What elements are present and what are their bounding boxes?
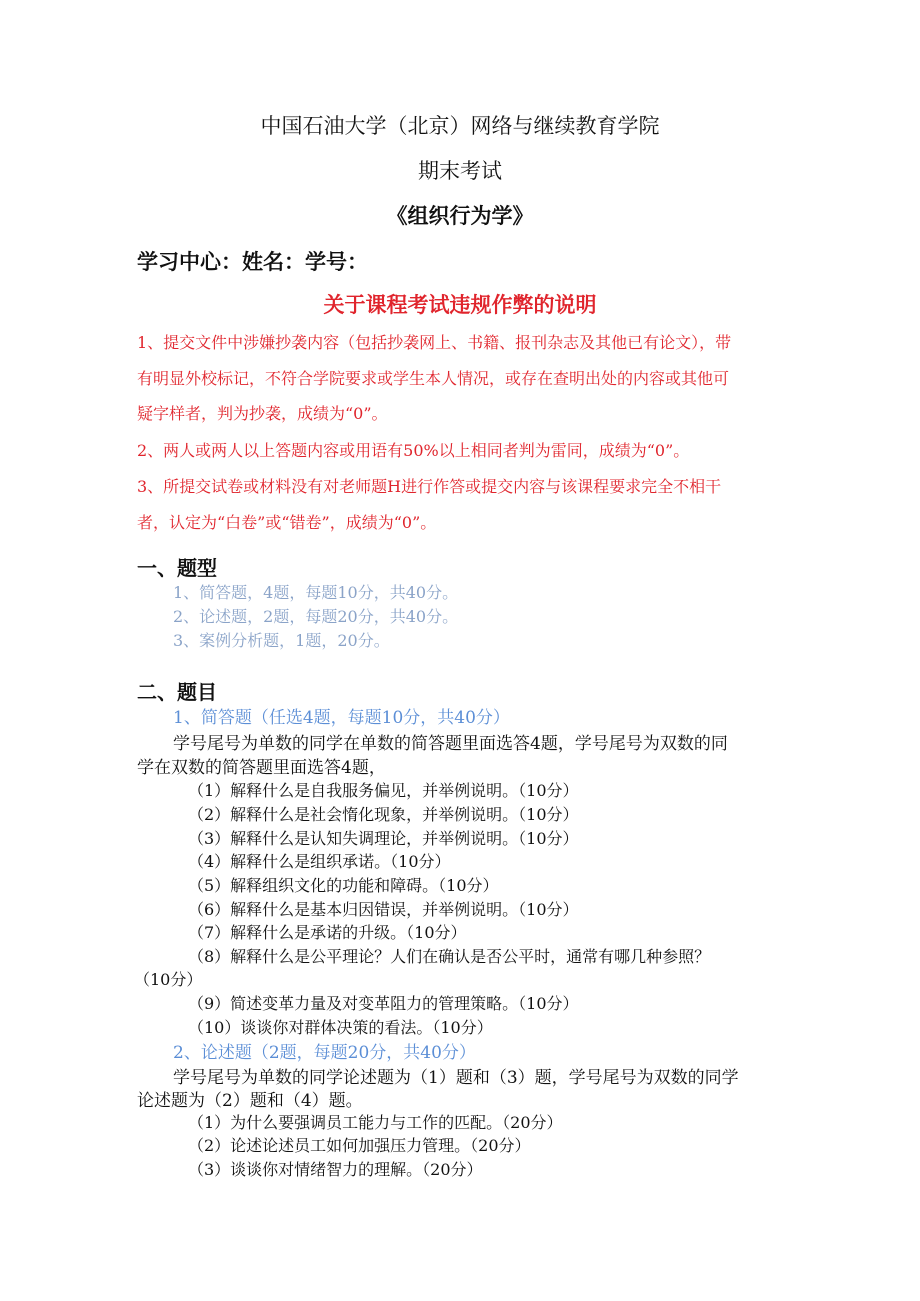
short-answer-question: （1）解释什么是自我服务偏见，并举例说明。（10分）	[188, 781, 579, 800]
essay-question: （2）论述论述员工如何加强压力管理。（20分）	[188, 1136, 531, 1155]
short-answer-question: （4）解释什么是组织承诺。（10分）	[188, 852, 451, 871]
essay-question: （3）谈谈你对情绪智力的理解。（20分）	[188, 1160, 483, 1179]
question-type-item: 2、论述题，2题，每题20分，共40分。	[173, 607, 459, 626]
short-answer-question: （7）解释什么是承诺的升级。（10分）	[188, 923, 467, 942]
essay-question: （1）为什么要强调员工能力与工作的匹配。（20分）	[188, 1113, 563, 1132]
short-answer-question-continued: （10分）	[134, 970, 203, 989]
section-question-types-title: 一、题型	[137, 556, 217, 580]
short-answer-question: （2）解释什么是社会惰化现象，并举例说明。（10分）	[188, 805, 579, 824]
exam-title: 期末考试	[418, 159, 502, 183]
notice-title: 关于课程考试违规作弊的说明	[323, 292, 597, 317]
short-answer-question: （8）解释什么是公平理论？人们在确认是否公平时，通常有哪几种参照？	[188, 947, 711, 966]
essay-intro-line-2: 论述题为（2）题和（4）题。	[137, 1091, 363, 1111]
notice-item-3-line-1: 3、所提交试卷或材料没有对老师题H进行作答或提交内容与该课程要求完全不相干	[137, 477, 722, 496]
essay-intro-line-1: 学号尾号为单数的同学论述题为（1）题和（3）题，学号尾号为双数的同学	[173, 1068, 739, 1088]
short-answer-question: （3）解释什么是认知失调理论，并举例说明。（10分）	[188, 829, 579, 848]
short-answer-intro-line-2: 学在双数的简答题里面选答4题，	[137, 758, 386, 778]
student-info: 学习中心：姓名：学号：	[137, 249, 368, 274]
section-questions-title: 二、题目	[137, 680, 217, 704]
question-type-item: 1、简答题，4题，每题10分，共40分。	[173, 583, 459, 602]
notice-item-1-line-2: 有明显外校标记，不符合学院要求或学生本人情况，或存在查明出处的内容或其他可	[137, 369, 730, 388]
short-answer-question: （5）解释组织文化的功能和障碍。（10分）	[188, 876, 499, 895]
short-answer-intro-line-1: 学号尾号为单数的同学在单数的简答题里面选答4题，学号尾号为双数的同	[173, 734, 728, 754]
notice-item-1-line-3: 疑字样者，判为抄袭，成绩为“0”。	[137, 404, 388, 423]
notice-item-2: 2、两人或两人以上答题内容或用语有50%以上相同者判为雷同，成绩为“0”。	[137, 441, 690, 460]
essay-heading: 2、论述题（2题，每题20分，共40分）	[173, 1043, 476, 1063]
school-name: 中国石油大学（北京）网络与继续教育学院	[260, 114, 660, 138]
notice-item-1-line-1: 1、提交文件中涉嫌抄袭内容（包括抄袭网上、书籍、报刊杂志及其他已有论文），带	[137, 333, 732, 352]
question-type-item: 3、案例分析题，1题，20分。	[173, 631, 390, 650]
short-answer-question: （6）解释什么是基本归因错误，并举例说明。（10分）	[188, 900, 579, 919]
notice-item-3-line-2: 者，认定为“白卷”或“错卷”，成绩为“0”。	[137, 513, 437, 532]
course-title: 《组织行为学》	[386, 203, 534, 228]
short-answer-question: （9）简述变革力量及对变革阻力的管理策略。（10分）	[188, 994, 579, 1013]
short-answer-question: （10）谈谈你对群体决策的看法。（10分）	[188, 1018, 493, 1037]
short-answer-heading: 1、简答题（任选4题，每题10分，共40分）	[173, 708, 510, 728]
